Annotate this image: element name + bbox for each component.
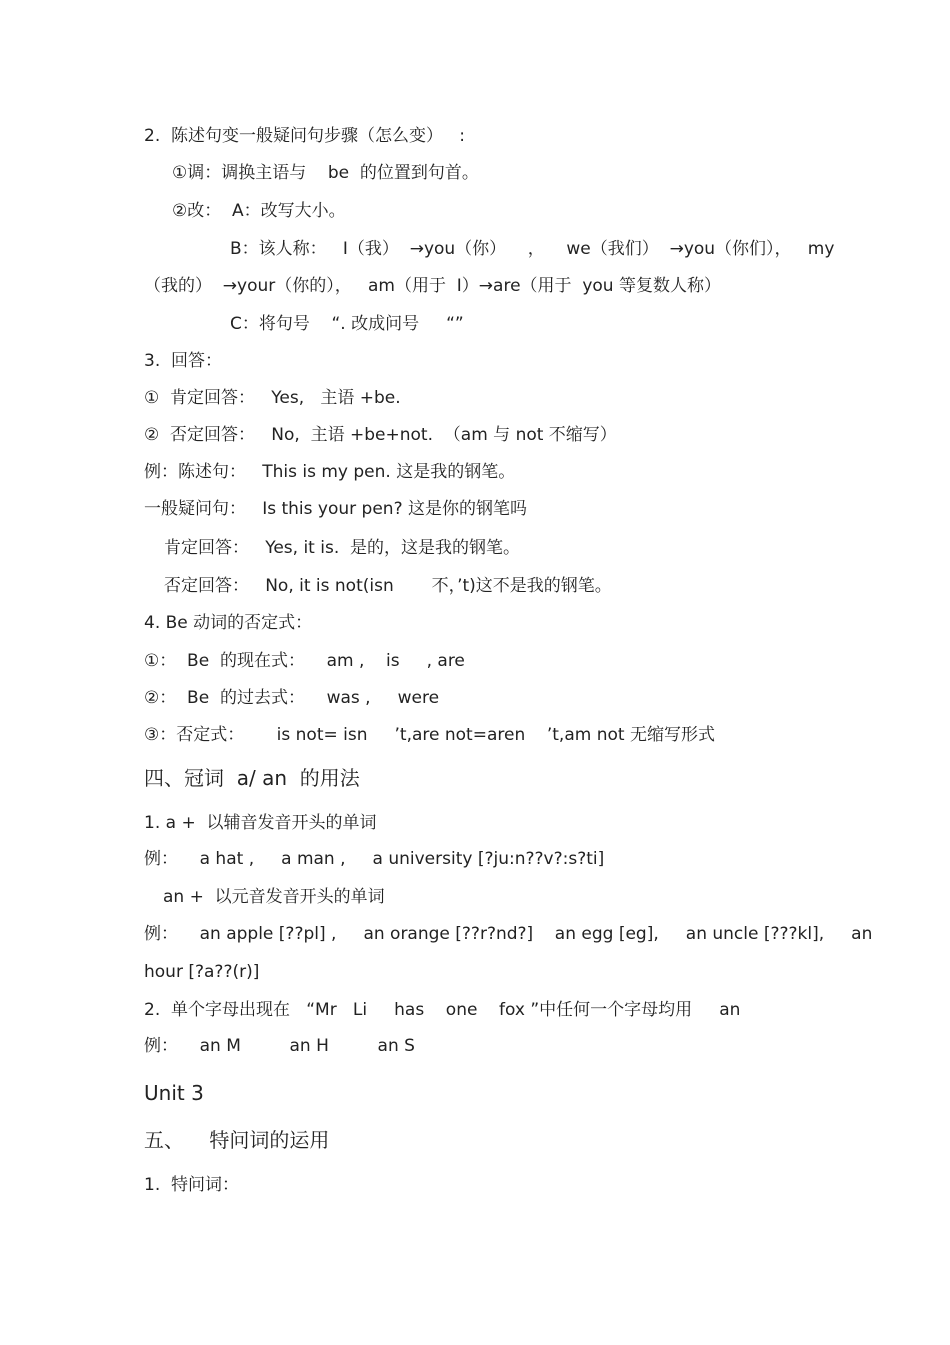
unit-3-heading: Unit 3 xyxy=(144,1081,204,1105)
article-a-example: 例： a hat , a man , a university [?ju:n??v?:s?ti] xyxy=(144,849,605,869)
section-3-heading: 3. 回答： xyxy=(144,351,223,371)
step-change: ②改： A：改写大小。 xyxy=(172,201,346,221)
article-an-rule: an + 以元音发音开头的单词 xyxy=(163,887,385,907)
be-negative-forms: ③：否定式： is not= isn ’t,are not=aren ’t,am not 无缩写形式 xyxy=(144,725,715,745)
negative-answer: ② 否定回答： No, 主语 +be+not. （am 与 not 不缩写） xyxy=(144,425,617,445)
affirmative-answer: ① 肯定回答： Yes, 主语 +be. xyxy=(144,388,401,408)
example-statement: 例：陈述句： This is my pen. 这是我的钢笔。 xyxy=(144,462,516,482)
step-adjust: ①调：调换主语与 be 的位置到句首。 xyxy=(172,163,479,183)
step-change-b: B：该人称： I（我） →you（你） ， we（我们） →you（你们）， my xyxy=(230,239,835,259)
article-an-example: 例： an apple [??pl] , an orange [??r?nd?] an egg [eg], an uncle [???kl], an xyxy=(144,924,873,944)
wh-words-heading: 1. 特问词： xyxy=(144,1175,240,1195)
section-4-heading: 4. Be 动词的否定式： xyxy=(144,613,313,633)
section-5-heading: 五、 特问词的运用 xyxy=(144,1128,330,1152)
be-present: ①： Be 的现在式： am , is , are xyxy=(144,651,465,671)
be-past: ②： Be 的过去式： was , were xyxy=(144,688,440,708)
single-letter-example: 例： an M an H an S xyxy=(144,1036,415,1056)
step-change-b-cont: （我的） →your（你的）， am（用于 I）→are（用于 you 等复数人称） xyxy=(144,276,721,296)
example-affirmative: 肯定回答： Yes, it is. 是的，这是我的钢笔。 xyxy=(164,538,521,558)
section-2-heading: 2. 陈述句变一般疑问句步骤（怎么变） : xyxy=(144,126,465,146)
step-change-c: C：将句号 “. 改成问号 “” xyxy=(230,314,464,334)
article-a-rule: 1. a + 以辅音发音开头的单词 xyxy=(144,813,377,833)
single-letter-rule: 2. 单个字母出现在 “Mr Li has one fox ”中任何一个字母均用 an xyxy=(144,1000,741,1020)
article-an-example-cont: hour [?a??(r)] xyxy=(144,962,260,982)
section-articles-heading: 四、冠词 a/ an 的用法 xyxy=(144,766,360,790)
example-question: 一般疑问句： Is this your pen? 这是你的钢笔吗 xyxy=(144,499,527,519)
example-negative: 否定回答： No, it is not(isn 不，’t)这不是我的钢笔。 xyxy=(164,576,612,596)
